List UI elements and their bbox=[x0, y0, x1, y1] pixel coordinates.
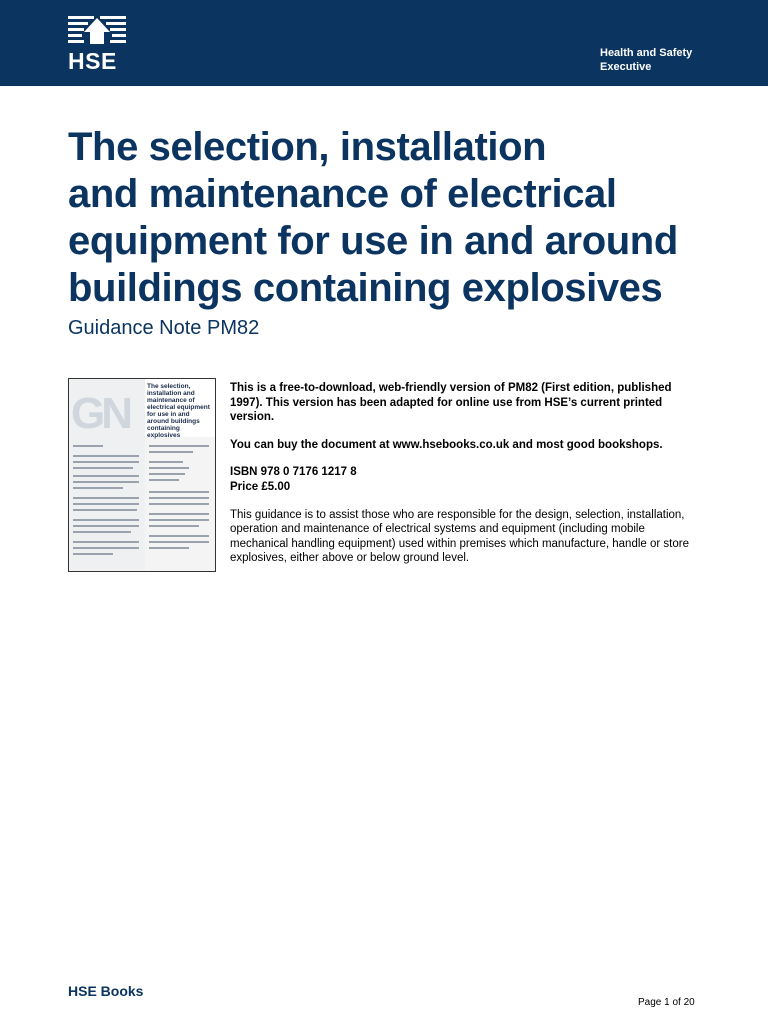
org-line-2: Executive bbox=[600, 61, 652, 73]
isbn-price bbox=[230, 465, 705, 494]
logo-text: HSE bbox=[68, 48, 117, 74]
thumbnail-title: The selection, installation and maintenance of electrical equipment for use in and around buildings containing explosives bbox=[147, 383, 210, 439]
title-line: buildings containing explosives bbox=[68, 266, 663, 310]
subtitle: Guidance Note PM82 bbox=[68, 317, 260, 339]
cover-thumbnail bbox=[68, 378, 216, 572]
isbn: ISBN 978 0 7176 1217 8 bbox=[230, 466, 357, 479]
title-line: equipment for use in and around bbox=[68, 219, 678, 263]
purchase-note: You can buy the document at www.hsebooks.co.uk and most good bookshops. bbox=[230, 438, 663, 451]
page-title bbox=[68, 124, 728, 312]
download-note: This is a free-to-download, web-friendly version of PM82 (First edition, published 1997). This version has been adapted for online use from HSE’s current printed version. bbox=[230, 382, 672, 424]
scope-paragraph: This guidance is to assist those who are responsible for the design, selection, installation, operation and maintenance of electrical systems and equipment (including mobile mechanical handling equipment) used within premises which manufacture, handle or store explosives, either above or below ground level. bbox=[230, 508, 689, 565]
organisation-name bbox=[600, 46, 692, 74]
org-line-1: Health and Safety bbox=[600, 47, 693, 59]
title-line: The selection, installation bbox=[68, 125, 547, 169]
header-banner bbox=[0, 0, 768, 86]
intro-text bbox=[230, 381, 705, 579]
title-line: and maintenance of electrical bbox=[68, 172, 617, 216]
publisher-name: HSE Books bbox=[68, 983, 144, 999]
gn-watermark: GN bbox=[71, 389, 129, 438]
price: Price £5.00 bbox=[230, 480, 291, 493]
page-number: Page 1 of 20 bbox=[638, 997, 695, 1008]
